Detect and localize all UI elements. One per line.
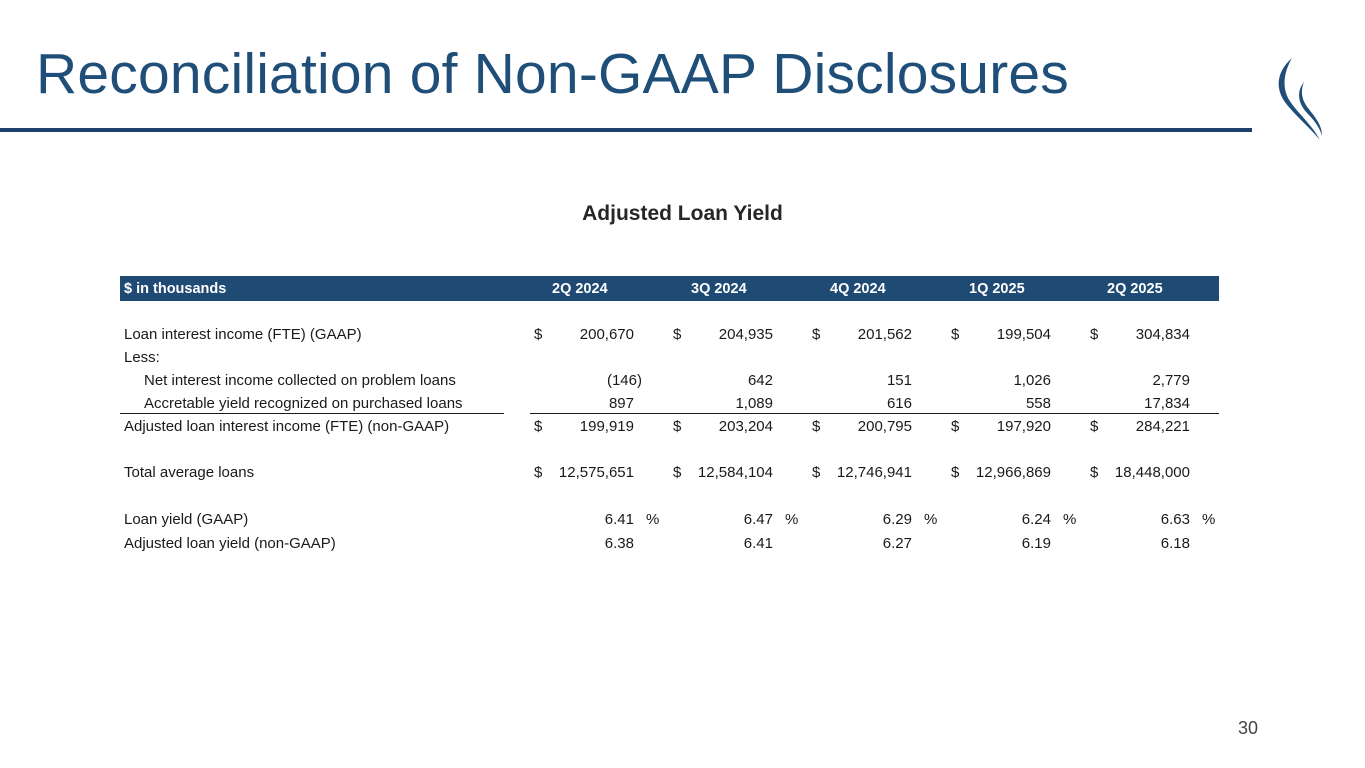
currency-sign: $: [1090, 464, 1099, 481]
cell-value: 197,920: [996, 418, 1051, 435]
cell-value: 199,919: [579, 418, 634, 435]
row-underline: [530, 413, 1219, 414]
percent-sign: %: [646, 511, 660, 528]
cell-value: 200,670: [579, 326, 634, 343]
currency-sign: $: [951, 464, 960, 481]
row-label: Loan yield (GAAP): [124, 511, 249, 528]
table-row: [0, 349, 1365, 371]
cell-value: 12,966,869: [975, 464, 1051, 481]
currency-sign: $: [951, 326, 960, 343]
cell-value: 2,779: [1152, 372, 1190, 389]
swoosh-logo-icon: [1270, 56, 1326, 142]
currency-sign: $: [1090, 418, 1099, 435]
slide-title: Reconciliation of Non-GAAP Disclosures: [36, 42, 1069, 106]
table-row: [0, 535, 1365, 557]
currency-sign: $: [812, 464, 821, 481]
currency-sign: $: [812, 326, 821, 343]
row-label: Less:: [124, 349, 160, 366]
column-header: 2Q 2024: [552, 281, 608, 297]
page-number: 30: [1238, 718, 1259, 738]
cell-value: 201,562: [857, 326, 912, 343]
column-header: 3Q 2024: [691, 281, 747, 297]
cell-value: 18,448,000: [1114, 464, 1190, 481]
row-underline: [120, 413, 504, 414]
cell-value: 642: [747, 372, 773, 389]
cell-value: 6.63: [1160, 511, 1190, 528]
cell-value: 204,935: [718, 326, 773, 343]
cell-value: 304,834: [1135, 326, 1190, 343]
cell-value: 558: [1025, 395, 1051, 412]
row-label: Accretable yield recognized on purchased loans: [144, 395, 463, 412]
column-header: 1Q 2025: [969, 281, 1025, 297]
cell-value: 200,795: [857, 418, 912, 435]
cell-value: 1,089: [735, 395, 773, 412]
cell-value: 897: [608, 395, 634, 412]
currency-sign: $: [1090, 326, 1099, 343]
table-row: [0, 372, 1365, 394]
table-row: [0, 464, 1365, 486]
cell-value: 203,204: [718, 418, 773, 435]
currency-sign: $: [951, 418, 960, 435]
cell-value: 1,026: [1013, 372, 1051, 389]
row-label: Total average loans: [124, 464, 255, 481]
cell-value: 199,504: [996, 326, 1051, 343]
percent-sign: %: [1202, 511, 1216, 528]
currency-sign: $: [534, 326, 543, 343]
table-row: [0, 418, 1365, 440]
cell-value: 6.18: [1160, 535, 1190, 552]
cell-value: (146): [606, 372, 642, 389]
percent-sign: %: [1063, 511, 1077, 528]
title-divider: [0, 128, 1252, 132]
table-row: [0, 326, 1365, 348]
percent-sign: %: [785, 511, 799, 528]
cell-value: 6.24: [1021, 511, 1051, 528]
currency-sign: $: [534, 418, 543, 435]
cell-value: 616: [886, 395, 912, 412]
cell-value: 6.47: [743, 511, 773, 528]
cell-value: 12,584,104: [697, 464, 773, 481]
row-label: Net interest income collected on problem loans: [144, 372, 456, 389]
header-label: $ in thousands: [124, 281, 227, 297]
cell-value: 12,575,651: [558, 464, 634, 481]
row-label: Adjusted loan yield (non-GAAP): [124, 535, 336, 552]
cell-value: 6.41: [604, 511, 634, 528]
cell-value: 12,746,941: [836, 464, 912, 481]
cell-value: 151: [886, 372, 912, 389]
table-title: Adjusted Loan Yield: [582, 202, 783, 225]
cell-value: 6.29: [882, 511, 912, 528]
currency-sign: $: [673, 464, 682, 481]
column-header: 2Q 2025: [1107, 281, 1163, 297]
percent-sign: %: [924, 511, 938, 528]
cell-value: 6.41: [743, 535, 773, 552]
cell-value: 6.38: [604, 535, 634, 552]
row-label: Loan interest income (FTE) (GAAP): [124, 326, 362, 343]
cell-value: 17,834: [1144, 395, 1190, 412]
column-header: 4Q 2024: [830, 281, 886, 297]
cell-value: 6.19: [1021, 535, 1051, 552]
currency-sign: $: [534, 464, 543, 481]
currency-sign: $: [673, 326, 682, 343]
cell-value: 284,221: [1135, 418, 1190, 435]
table-header: [120, 276, 1219, 301]
currency-sign: $: [812, 418, 821, 435]
currency-sign: $: [673, 418, 682, 435]
row-label: Adjusted loan interest income (FTE) (non-GAAP): [124, 418, 450, 435]
cell-value: 6.27: [882, 535, 912, 552]
table-row: [0, 511, 1365, 533]
